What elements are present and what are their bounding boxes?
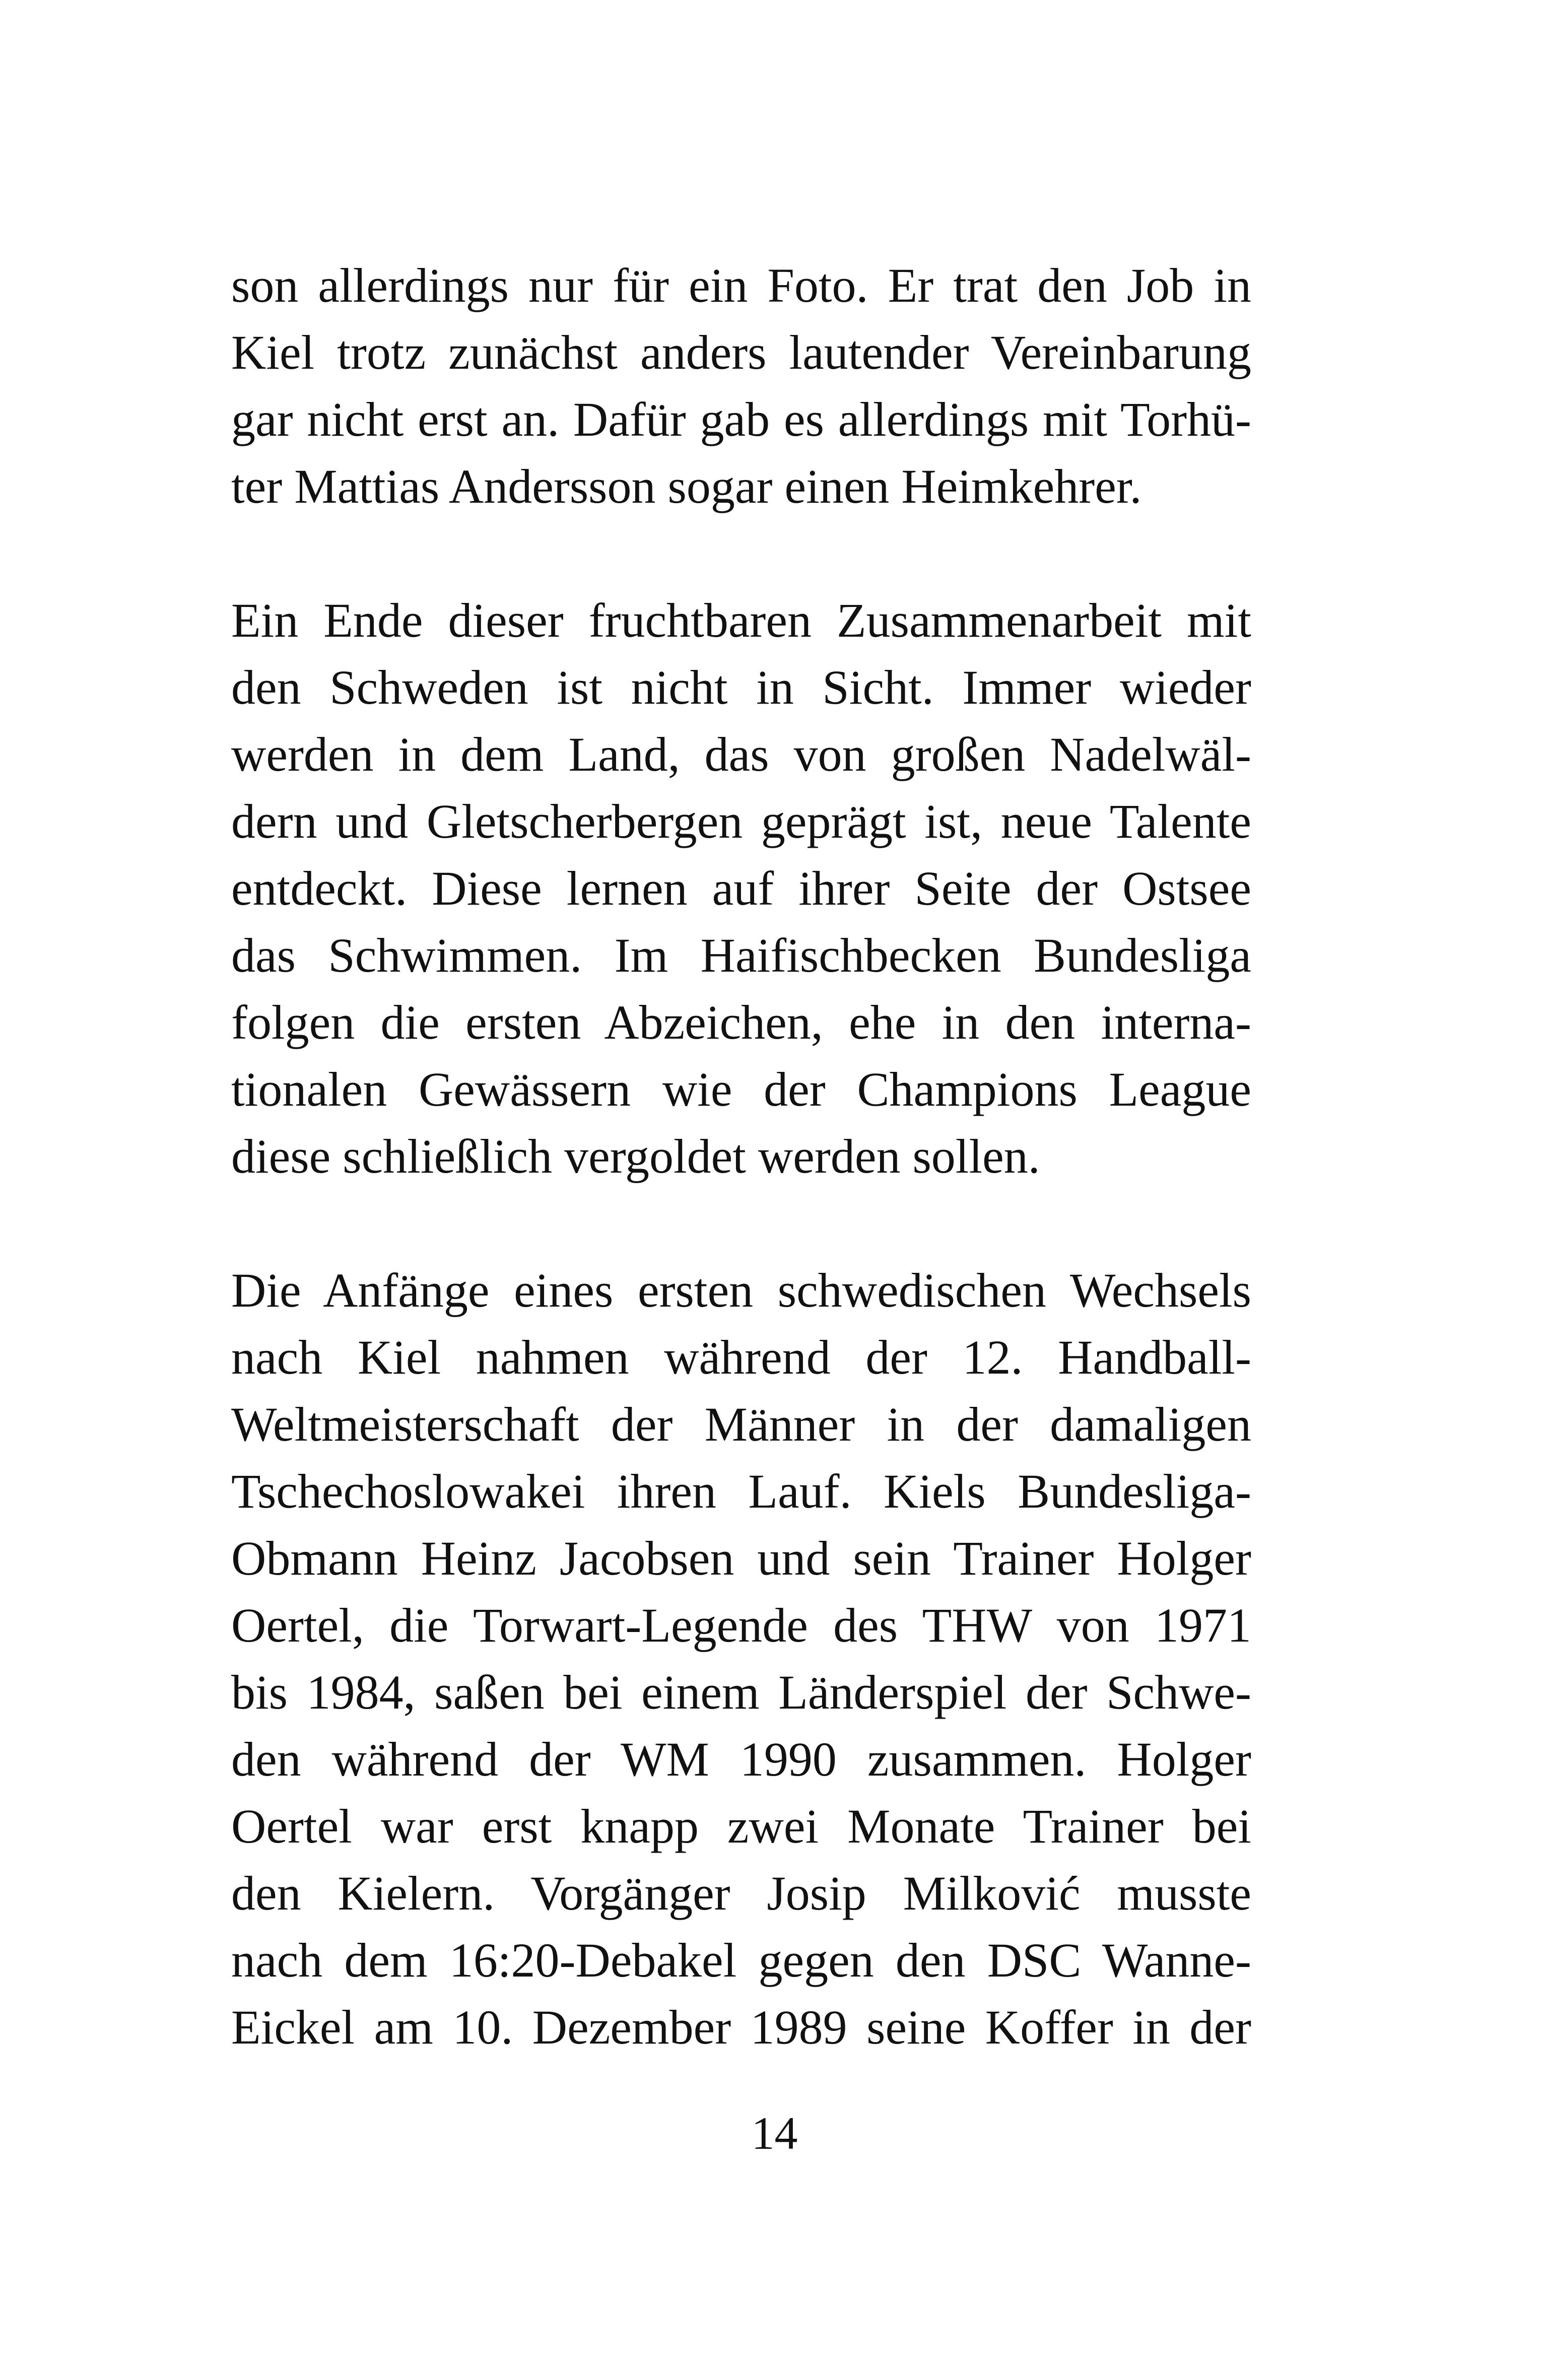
- paragraph-1: [231, 252, 1251, 520]
- text-line: tionalen Gewässern wie der Champions League: [231, 1062, 1251, 1116]
- text-line: Eickel am 10. Dezember 1989 seine Koffer in der: [231, 2000, 1251, 2054]
- text-line: Obmann Heinz Jacobsen und sein Trainer Holger: [231, 1531, 1251, 1585]
- text-line: gar nicht erst an. Dafür gab es allerdings mit Torhü-: [231, 392, 1251, 446]
- text-line: nach dem 16:20-Debakel gegen den DSC Wanne-: [231, 1933, 1251, 1987]
- text-line: Die Anfänge eines ersten schwedischen Wechsels: [231, 1263, 1251, 1317]
- text-line: diese schließlich vergoldet werden sollen.: [231, 1129, 1040, 1183]
- body-text: [231, 252, 1251, 2128]
- text-line: bis 1984, saßen bei einem Länderspiel der Schwe-: [231, 1665, 1251, 1719]
- text-line: son allerdings nur für ein Foto. Er trat den Job in: [231, 258, 1251, 312]
- text-line: werden in dem Land, das von großen Nadelwäl-: [231, 727, 1251, 781]
- text-line: entdeckt. Diese lernen auf ihrer Seite der Ostsee: [231, 861, 1251, 915]
- text-line: Ein Ende dieser fruchtbaren Zusammenarbeit mit: [231, 593, 1251, 647]
- paragraph-3: [231, 1257, 1251, 2061]
- text-line: ter Mattias Andersson sogar einen Heimkehrer.: [231, 459, 1142, 513]
- paragraph-2: [231, 587, 1251, 1190]
- text-line: Tschechoslowakei ihren Lauf. Kiels Bundesliga-: [231, 1464, 1251, 1518]
- text-line: das Schwimmen. Im Haifischbecken Bundesliga: [231, 928, 1251, 982]
- text-line: den während der WM 1990 zusammen. Holger: [231, 1732, 1251, 1786]
- text-line: nach Kiel nahmen während der 12. Handball-: [231, 1330, 1251, 1384]
- text-line: Oertel, die Torwart-Legende des THW von 1971: [231, 1598, 1251, 1652]
- text-line: Oertel war erst knapp zwei Monate Trainer bei: [231, 1799, 1251, 1853]
- text-line: dern und Gletscherbergen geprägt ist, neue Talente: [231, 794, 1251, 848]
- page-number: 14: [751, 2107, 798, 2159]
- text-line: Weltmeisterschaft der Männer in der damaligen: [231, 1397, 1251, 1451]
- text-line: den Schweden ist nicht in Sicht. Immer wieder: [231, 660, 1251, 714]
- text-line: folgen die ersten Abzeichen, ehe in den interna-: [231, 995, 1251, 1049]
- text-line: Kiel trotz zunächst anders lautender Vereinbarung: [231, 325, 1251, 379]
- text-line: den Kielern. Vorgänger Josip Milković musste: [231, 1866, 1251, 1920]
